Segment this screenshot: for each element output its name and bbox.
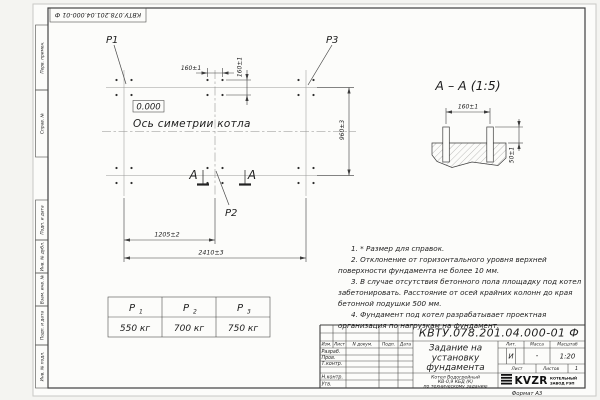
dim-text-section-pitch: 160±1	[457, 103, 479, 111]
note-item: 3. В случае отсутствия бетонного пола площадку под котел забетонировать. Расстояние от осей крайних колонн до края бетонной подушки 500 мм.	[338, 277, 582, 308]
doc-title-line: Задание на	[428, 343, 483, 354]
dim-text-half-span: 1205±2	[154, 231, 180, 239]
section-title: А – А (1:5)	[435, 78, 501, 93]
margin-stamp-label: Справ. №	[40, 113, 46, 134]
rev-header: Лист	[334, 342, 345, 348]
technical-notes	[338, 243, 588, 331]
point-label-p3: P3	[326, 35, 339, 46]
load-value: 700 кг	[173, 324, 205, 334]
logo-caption-line: ЗАВОД РЭП	[550, 381, 575, 386]
margin-stamp-label: Перв. примен.	[40, 41, 46, 74]
load-header: Р	[236, 303, 244, 314]
dim-text-bolt-pitch-x: 160±1	[180, 65, 202, 72]
margin-stamp-label: Взам. инв. №	[40, 274, 46, 305]
section-letter: А	[189, 168, 198, 182]
load-value: 550 кг	[119, 324, 151, 334]
signature-row-label: Н.контр.	[321, 375, 343, 381]
load-header: Р	[128, 303, 136, 314]
margin-stamp-label: Подп. и дата	[40, 205, 46, 235]
rev-header: Изм.	[321, 342, 332, 348]
signature-row-label: Утв.	[321, 382, 332, 388]
note-item: 4. Фундамент под котел разрабатывает проектная организация по нагрузкам на фундамент.	[338, 310, 547, 330]
dim-text-width: 960±3	[339, 119, 346, 141]
scale-label: Масштаб	[557, 342, 578, 348]
anchor-bolt	[443, 127, 450, 162]
sheets-value: 1	[574, 366, 579, 372]
signature-row-label: Разраб.	[321, 350, 341, 355]
top-stamp-text: КВТУ.078.201.04.000-01 Ф	[54, 11, 142, 18]
lit-label: Лит.	[506, 342, 516, 348]
doc-title-line: установку	[431, 353, 480, 364]
sheets-label: Листов	[542, 367, 560, 372]
kvzr-logo-text: KVZR	[514, 375, 548, 387]
rev-header: Подп.	[381, 342, 396, 348]
product-line: Котел Водогрейный	[431, 375, 480, 381]
margin-stamp-label: Инв. № дубл.	[40, 241, 46, 272]
doc-number: КВТУ.078.201.04.000-01 Ф	[418, 326, 580, 340]
format-label: Формат А3	[511, 390, 543, 397]
rev-header: N докум.	[352, 342, 373, 348]
margin-stamp-label: Подп. и дата	[40, 310, 46, 341]
load-header-sub: 2	[193, 308, 197, 316]
load-header: Р	[182, 303, 190, 314]
load-value: 750 кг	[227, 324, 259, 334]
lit-value: И	[508, 352, 514, 361]
point-label-p2: P2	[225, 208, 238, 219]
mass-label: Масса	[530, 342, 544, 348]
signature-row-label: Пров.	[321, 356, 336, 362]
margin-stamp-label: Инв. № подл.	[40, 351, 46, 382]
sheet-label: Лист	[511, 367, 523, 372]
load-header-sub: 3	[247, 308, 251, 316]
logo-caption-line: КОТЕЛЬНЫЙ	[550, 376, 578, 381]
symmetry-axis-label: Ось симетрии котла	[133, 118, 251, 130]
anchor-bolt	[487, 127, 494, 162]
rev-header: Дата	[399, 342, 412, 348]
load-header-sub: 1	[139, 308, 143, 316]
note-item: 2. Отклонение от горизонтального уровня верхней поверхности фундамента не более 10 мм.	[338, 255, 547, 275]
point-label-p1: P1	[106, 35, 119, 46]
note-item: 1. * Размер для справок.	[351, 244, 445, 253]
elevation-value: 0.000	[136, 102, 161, 113]
product-line: КВ-0,9 КБД (К)	[437, 380, 474, 386]
dim-text-bolt-pitch-y: 160±1	[236, 56, 244, 78]
doc-title-line: фундамента	[426, 363, 485, 373]
signature-row-label: Т.контр.	[321, 362, 343, 368]
section-letter: А	[247, 168, 257, 182]
scale-value: 1:20	[559, 352, 576, 361]
mass-value: -	[535, 352, 539, 360]
dim-text-section-height: 50±1	[508, 146, 516, 164]
dim-text-full-span: 2410±3	[198, 249, 224, 257]
product-line: по техническому заданию	[423, 384, 488, 390]
